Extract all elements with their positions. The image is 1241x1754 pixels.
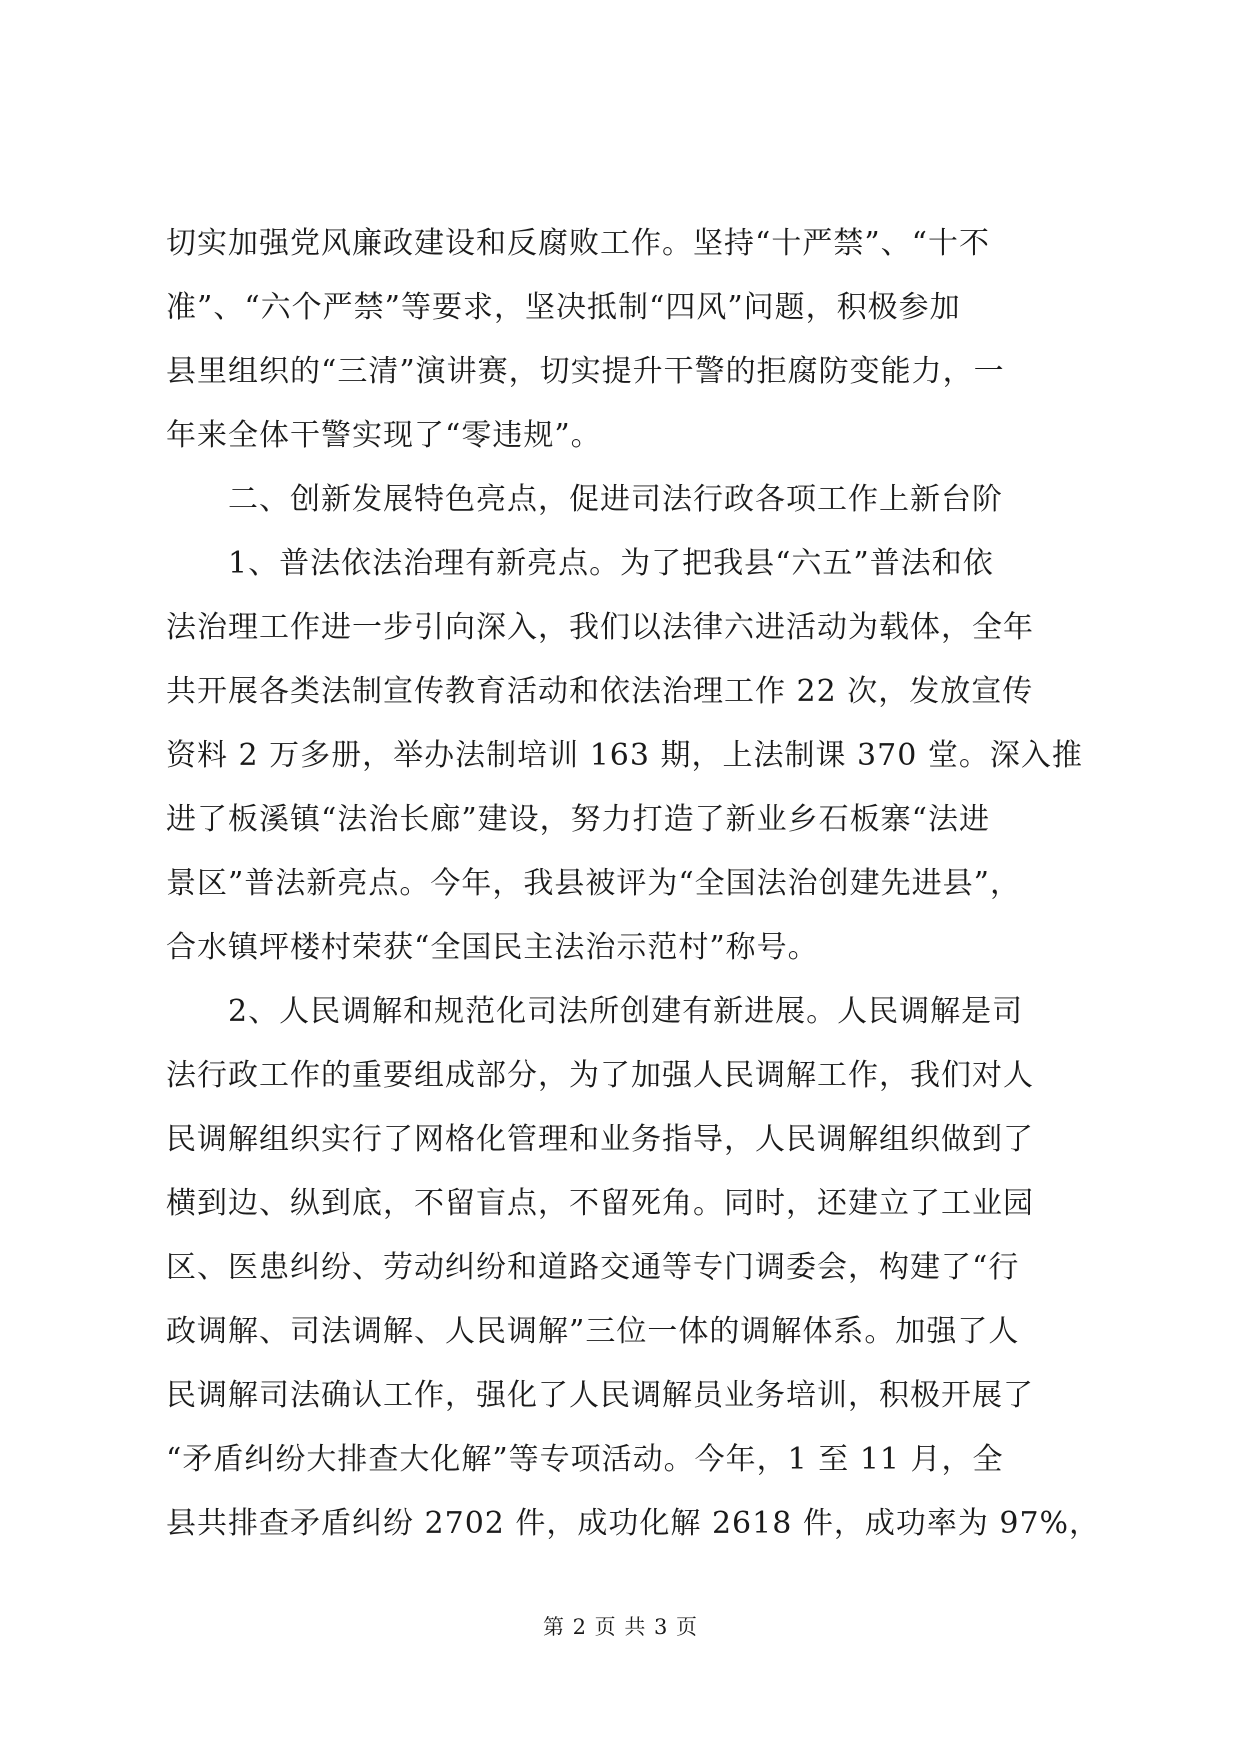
text-line: 县里组织的“三清”演讲赛，切实提升干警的拒腐防变能力，一	[166, 354, 1005, 389]
text-line: 合水镇坪楼村荣获“全国民主法治示范村”称号。	[166, 930, 819, 965]
text-line: 区、医患纠纷、劳动纠纷和道路交通等专门调委会，构建了“行	[166, 1250, 1020, 1285]
text-line: 切实加强党风廉政建设和反腐败工作。坚持“十严禁”、“十不	[166, 226, 991, 261]
text-line: 民调解组织实行了网格化管理和业务指导，人民调解组织做到了	[166, 1122, 1034, 1157]
text-line: 年来全体干警实现了“零违规”。	[166, 418, 602, 453]
text-line: “矛盾纠纷大排查大化解”等专项活动。今年，1 至 11 月，全	[166, 1442, 1004, 1477]
page-number-footer: 第 2 页 共 3 页	[542, 1615, 699, 1639]
text-line: 2、人民调解和规范化司法所创建有新进展。人民调解是司	[166, 994, 1024, 1029]
text-line: 县共排查矛盾纠纷 2702 件，成功化解 2618 件，成功率为 97%，	[166, 1506, 1101, 1541]
document-body	[166, 212, 1101, 1556]
text-line: 1、普法依法治理有新亮点。为了把我县“六五”普法和依	[166, 546, 994, 581]
text-line: 准”、“六个严禁”等要求，坚决抵制“四风”问题，积极参加	[166, 290, 961, 325]
text-line: 横到边、纵到底，不留盲点，不留死角。同时，还建立了工业园	[166, 1186, 1034, 1221]
text-line: 法行政工作的重要组成部分，为了加强人民调解工作，我们对人	[166, 1058, 1034, 1093]
section-heading: 二、创新发展特色亮点，促进司法行政各项工作上新台阶	[166, 482, 1003, 517]
text-line: 法治理工作进一步引向深入，我们以法律六进活动为载体，全年	[166, 610, 1034, 645]
text-line: 进了板溪镇“法治长廊”建设，努力打造了新业乡石板寨“法进	[166, 802, 991, 837]
text-line: 资料 2 万多册，举办法制培训 163 期，上法制课 370 堂。深入推	[166, 738, 1083, 773]
text-line: 共开展各类法制宣传教育活动和依法治理工作 22 次，发放宣传	[166, 674, 1034, 709]
text-line: 景区”普法新亮点。今年，我县被评为“全国法治创建先进县”，	[166, 866, 1022, 901]
text-line: 政调解、司法调解、人民调解”三位一体的调解体系。加强了人	[166, 1314, 1020, 1349]
text-line: 民调解司法确认工作，强化了人民调解员业务培训，积极开展了	[166, 1378, 1034, 1413]
